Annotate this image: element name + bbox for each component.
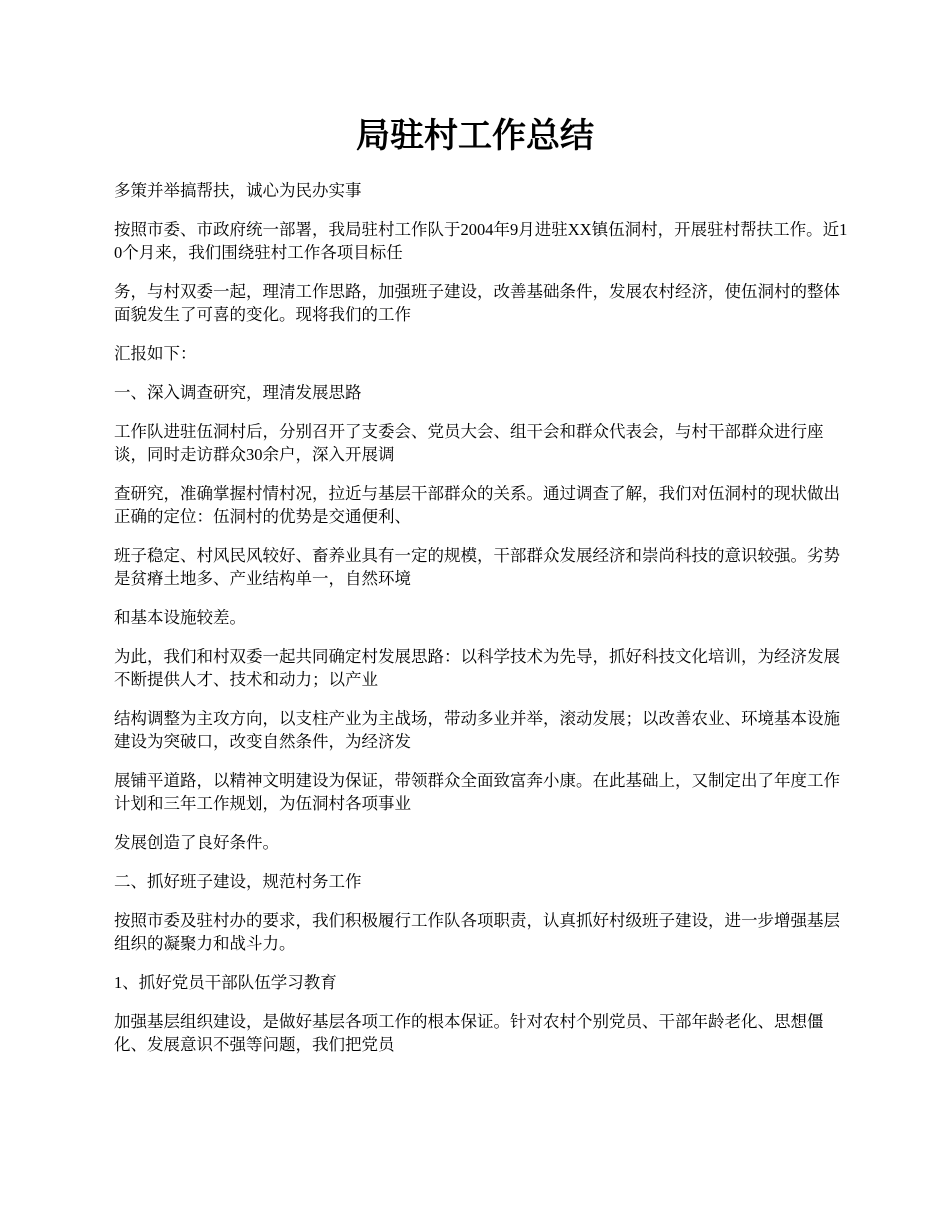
paragraph: 按照市委、市政府统一部署，我局驻村工作队于2004年9月进驻XX镇伍洞村，开展驻村帮扶工作。近10个月来，我们围绕驻村工作各项目标任 [114,220,848,262]
document-body [114,179,854,1072]
paragraph-subtitle: 多策并举搞帮扶，诚心为民办实事 [114,181,362,200]
paragraph: 发展创造了良好条件。 [114,833,279,852]
section-heading: 二、抓好班子建设，规范村务工作 [114,872,362,891]
paragraph: 按照市委及驻村办的要求，我们积极履行工作队各项职责，认真抓好村级班子建设，进一步增强基层组织的凝聚力和战斗力。 [114,911,840,953]
paragraph: 结构调整为主攻方向，以支柱产业为主战场，带动多业并举，滚动发展；以改善农业、环境基本设施建设为突破口，改变自然条件，为经济发 [114,709,840,751]
section-heading: 一、深入调查研究，理清发展思路 [114,383,362,402]
subsection-heading: 1、抓好党员干部队伍学习教育 [114,973,337,992]
paragraph: 展铺平道路，以精神文明建设为保证，带领群众全面致富奔小康。在此基础上，又制定出了年度工作计划和三年工作规划，为伍洞村各项事业 [114,771,840,813]
paragraph: 查研究，准确掌握村情村况，拉近与基层干部群众的关系。通过调查了解，我们对伍洞村的现状做出正确的定位：伍洞村的优势是交通便利、 [114,484,840,526]
paragraph: 工作队进驻伍洞村后，分别召开了支委会、党员大会、组干会和群众代表会，与村干部群众进行座谈，同时走访群众30余户，深入开展调 [114,422,824,464]
paragraph: 汇报如下： [114,344,197,363]
paragraph: 班子稳定、村风民风较好、畜养业具有一定的规模，干部群众发展经济和崇尚科技的意识较强。劣势是贫瘠土地多、产业结构单一，自然环境 [114,546,840,588]
paragraph: 务，与村双委一起，理清工作思路，加强班子建设，改善基础条件，发展农村经济，使伍洞村的整体面貌发生了可喜的变化。现将我们的工作 [114,282,840,324]
paragraph: 加强基层组织建设，是做好基层各项工作的根本保证。针对农村个别党员、干部年龄老化、思想僵化、发展意识不强等问题，我们把党员 [114,1012,824,1054]
document-title: 局驻村工作总结 [356,116,594,156]
paragraph: 为此，我们和村双委一起共同确定村发展思路：以科学技术为先导，抓好科技文化培训，为经济发展不断提供人才、技术和动力；以产业 [114,647,840,689]
paragraph: 和基本设施较差。 [114,608,246,627]
